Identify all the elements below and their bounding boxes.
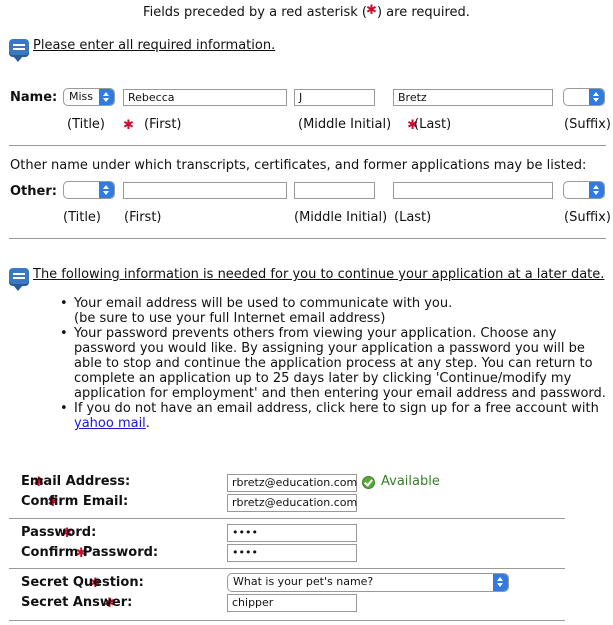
email-input[interactable]: rbretz@education.com [227, 474, 357, 492]
list-item: • If you do not have an email address, click here to sign up for a free account with yahoo mail. [60, 401, 610, 431]
divider [9, 238, 606, 239]
list-item: • Your email address will be used to communicate with you. (be sure to use your full Internet email address) [60, 296, 610, 326]
confirm-email-input[interactable]: rbretz@education.com [227, 494, 357, 512]
list-item: • Your password prevents others from viewing your application. Choose any password you would like. By assigning your application a password you will be able to stop and continue the application process at any step. You can return to complete an application up to 25 days later by clicking 'Continue/modify my application for employment' and then entering your email address and password. [60, 326, 610, 401]
chevron-updown-icon [99, 89, 114, 105]
other-caption-middle: (Middle Initial) [294, 210, 388, 225]
confirm-password-label: Confirm Password: [21, 545, 159, 560]
name-label: Name: [10, 90, 58, 105]
chevron-updown-icon [493, 574, 508, 591]
divider [9, 568, 565, 569]
divider [9, 145, 606, 146]
other-suffix-select[interactable] [563, 181, 605, 199]
other-label: Other: [10, 184, 57, 199]
chevron-updown-icon [99, 182, 114, 198]
notice-continue-later: The following information is needed for you to continue your application at a later date. [33, 267, 605, 282]
secret-question-select[interactable]: What is your pet's name? [227, 573, 509, 592]
other-last-input[interactable] [393, 182, 553, 199]
password-label: Password: [21, 525, 97, 540]
other-caption-last: (Last) [394, 210, 432, 225]
speech-bubble-icon [9, 39, 29, 57]
notice-required-info: Please enter all required information. [33, 38, 276, 53]
red-asterisk-icon [367, 6, 377, 16]
secret-answer-input[interactable]: chipper [227, 594, 357, 612]
caption-last: (Last) [414, 117, 452, 132]
middle-initial-input[interactable]: J [294, 89, 375, 106]
other-name-intro: Other name under which transcripts, certificates, and former applications may be listed: [10, 158, 587, 173]
caption-middle: (Middle Initial) [298, 117, 392, 132]
other-caption-first: (First) [124, 210, 162, 225]
divider [9, 518, 565, 519]
email-available-status: Available [381, 474, 440, 489]
caption-first: (First) [144, 117, 182, 132]
chevron-updown-icon [589, 89, 604, 105]
info-bullet-list [60, 296, 610, 431]
other-middle-input[interactable] [294, 182, 375, 199]
first-name-input[interactable]: Rebecca [123, 89, 287, 106]
secret-answer-label: Secret Answer: [21, 595, 133, 610]
divider [9, 620, 565, 621]
password-input[interactable]: •••• [227, 524, 357, 542]
caption-title: (Title) [67, 117, 106, 132]
name-title-select[interactable]: Miss [63, 88, 115, 106]
other-caption-suffix: (Suffix) [564, 210, 611, 225]
check-circle-icon [362, 476, 375, 489]
red-asterisk-icon [124, 121, 134, 131]
caption-suffix: (Suffix) [564, 117, 611, 132]
yahoo-mail-link[interactable]: yahoo mail [74, 416, 146, 431]
speech-bubble-icon [9, 268, 29, 286]
name-suffix-select[interactable] [563, 88, 605, 106]
confirm-email-label: Confirm Email: [21, 494, 129, 509]
confirm-password-input[interactable]: •••• [227, 544, 357, 562]
secret-question-label: Secret Question: [21, 575, 144, 590]
other-first-input[interactable] [123, 182, 287, 199]
other-caption-title: (Title) [63, 210, 102, 225]
last-name-input[interactable]: Bretz [393, 89, 553, 106]
chevron-updown-icon [589, 182, 604, 198]
required-fields-note: Fields preceded by a red asterisk (✱ ) are required. [0, 5, 613, 20]
email-label: Email Address: [21, 474, 131, 489]
other-title-select[interactable] [63, 181, 115, 199]
